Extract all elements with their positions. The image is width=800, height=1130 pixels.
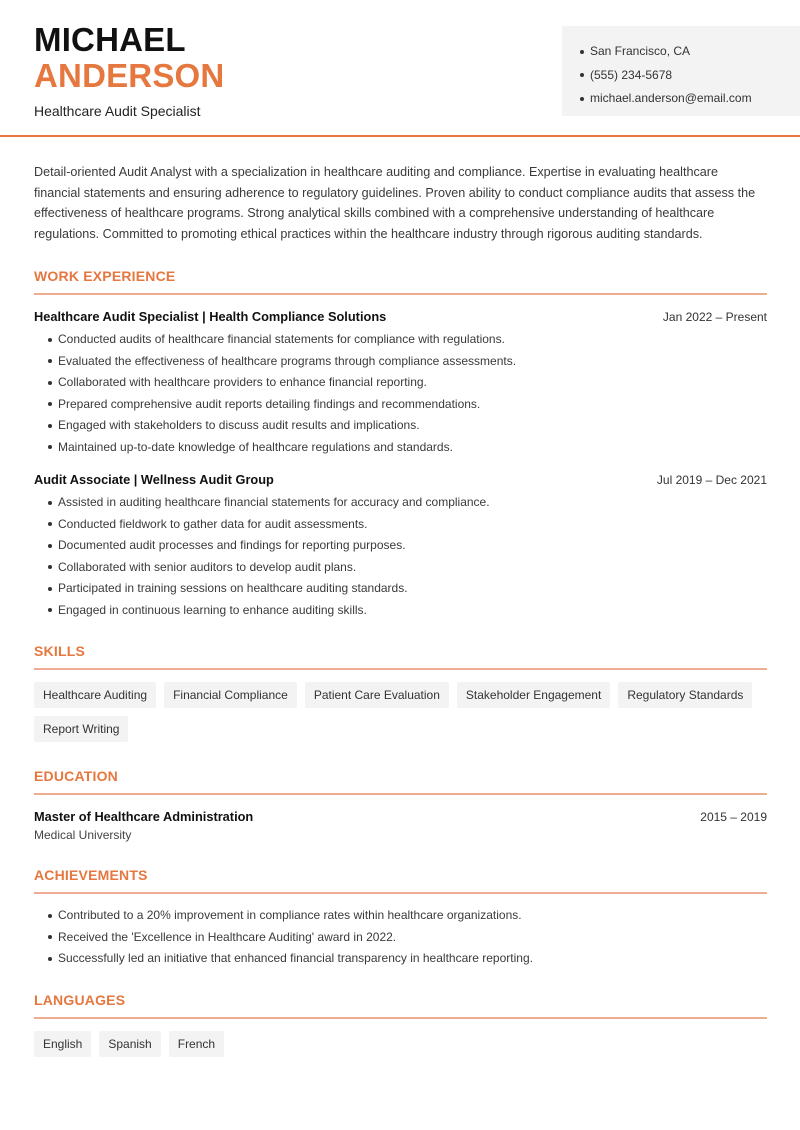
job-header [34, 309, 767, 324]
location-text: San Francisco, CA [590, 44, 691, 58]
list-item: Prepared comprehensive audit reports detailing findings and recommendations. [34, 394, 767, 416]
section-divider [34, 1017, 767, 1019]
bullet-icon [580, 97, 584, 101]
bullet-icon [48, 565, 52, 569]
list-item: Maintained up-to-date knowledge of healthcare regulations and standards. [34, 437, 767, 459]
list-item: Engaged in continuous learning to enhance auditing skills. [34, 600, 767, 622]
education-dates: 2015 – 2019 [700, 810, 767, 824]
list-item: Successfully led an initiative that enhanced financial transparency in healthcare reporting. [34, 948, 767, 970]
bullet-icon [48, 608, 52, 612]
list-item: Documented audit processes and findings for reporting purposes. [34, 535, 767, 557]
contact-box [562, 26, 800, 116]
bullet-icon [48, 381, 52, 385]
section-title-work: WORK EXPERIENCE [34, 268, 176, 284]
job-header [34, 472, 767, 487]
language-chip: Spanish [99, 1031, 160, 1057]
contact-phone [580, 64, 800, 88]
summary: Detail-oriented Audit Analyst with a specialization in healthcare auditing and compliance. Expertise in evaluating healthcare financial statements and ensuring adherence to regulatory guidelines. Proven ability to conduct compliance audits that assess the effectiveness of healthcare programs. Strong analytical skills combined with a comprehensive understanding of healthcare regulations. Committed to promoting ethical practices within the healthcare industry through rigorous auditing standards. [34, 165, 756, 241]
name-block [34, 22, 224, 119]
bullet-icon [48, 587, 52, 591]
bullet-icon [48, 501, 52, 505]
bullet-icon [48, 445, 52, 449]
job-role: Healthcare Audit Specialist | Health Compliance Solutions [34, 309, 387, 324]
job-entry [34, 309, 767, 458]
list-item: Collaborated with healthcare providers to enhance financial reporting. [34, 372, 767, 394]
list-item: Participated in training sessions on healthcare auditing standards. [34, 578, 767, 600]
list-item: Conducted audits of healthcare financial statements for compliance with regulations. [34, 329, 767, 351]
job-bullets [34, 329, 767, 458]
section-title-achievements: ACHIEVEMENTS [34, 867, 148, 883]
bullet-icon [48, 935, 52, 939]
skill-chip: Financial Compliance [164, 682, 297, 708]
list-item: Assisted in auditing healthcare financial statements for accuracy and compliance. [34, 492, 767, 514]
section-divider [34, 668, 767, 670]
resume-header [0, 0, 800, 137]
bullet-icon [48, 914, 52, 918]
bullet-icon [48, 522, 52, 526]
section-title-skills: SKILLS [34, 643, 85, 659]
contact-location [580, 40, 800, 64]
languages-section [34, 992, 767, 1057]
resume-body [34, 162, 767, 1057]
skill-chip: Stakeholder Engagement [457, 682, 610, 708]
first-name: MICHAEL [34, 21, 186, 58]
education-school: Medical University [34, 828, 132, 842]
skill-chip: Report Writing [34, 716, 128, 742]
education-header [34, 809, 767, 824]
skills-section [34, 643, 767, 742]
language-chips [34, 1031, 767, 1057]
bullet-icon [48, 424, 52, 428]
work-experience-section [34, 268, 767, 621]
skill-chip: Regulatory Standards [618, 682, 752, 708]
section-divider [34, 892, 767, 894]
bullet-icon [48, 957, 52, 961]
list-item: Contributed to a 20% improvement in compliance rates within healthcare organizations. [34, 905, 767, 927]
phone-text: (555) 234-5678 [590, 67, 673, 82]
section-divider [34, 293, 767, 295]
job-bullets [34, 492, 767, 621]
achievement-bullets [34, 905, 767, 970]
email-text: michael.anderson@email.com [590, 91, 752, 105]
bullet-icon [580, 73, 584, 77]
language-chip: English [34, 1031, 91, 1057]
section-divider [34, 793, 767, 795]
last-name: ANDERSON [34, 57, 225, 94]
list-item: Received the 'Excellence in Healthcare Auditing' award in 2022. [34, 927, 767, 949]
bullet-icon [48, 544, 52, 548]
bullet-icon [48, 359, 52, 363]
job-entry [34, 472, 767, 621]
language-chip: French [169, 1031, 224, 1057]
education-section [34, 768, 767, 842]
list-item: Evaluated the effectiveness of healthcare programs through compliance assessments. [34, 351, 767, 373]
achievements-section [34, 867, 767, 970]
bullet-icon [580, 50, 584, 54]
section-title-languages: LANGUAGES [34, 991, 126, 1008]
job-title: Healthcare Audit Specialist [34, 103, 201, 119]
list-item: Collaborated with senior auditors to develop audit plans. [34, 557, 767, 579]
skill-chip: Healthcare Auditing [34, 682, 156, 708]
skills-chips [34, 682, 767, 742]
bullet-icon [48, 338, 52, 342]
job-dates: Jan 2022 – Present [662, 310, 767, 324]
education-degree: Master of Healthcare Administration [34, 809, 254, 824]
list-item: Engaged with stakeholders to discuss audit results and implications. [34, 415, 767, 437]
job-role: Audit Associate | Wellness Audit Group [34, 472, 274, 487]
skill-chip: Patient Care Evaluation [305, 682, 449, 708]
list-item: Conducted fieldwork to gather data for audit assessments. [34, 514, 767, 536]
bullet-icon [48, 402, 52, 406]
section-title-education: EDUCATION [34, 768, 118, 784]
job-dates: Jul 2019 – Dec 2021 [656, 473, 767, 487]
contact-email [580, 87, 800, 111]
